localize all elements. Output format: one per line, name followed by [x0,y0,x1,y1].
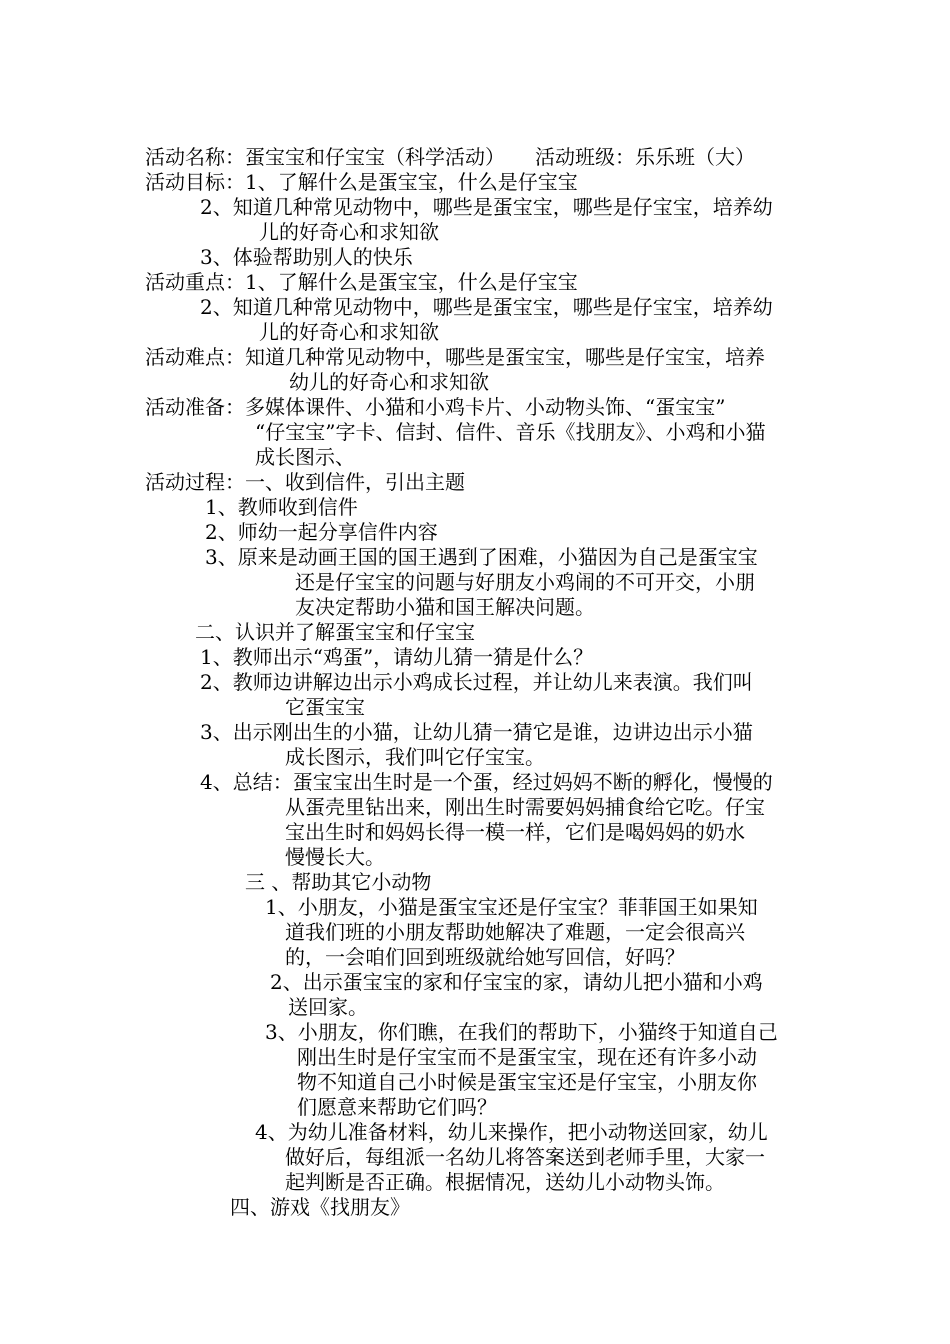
process-1-item-2: 2、师幼一起分享信件内容 [205,520,438,544]
process-2-item-3-cont: 成长图示，我们叫它仔宝宝。 [285,745,545,769]
key-point-line-2-cont: 儿的好奇心和求知欲 [259,320,439,344]
process-heading-4: 四、游戏《找朋友》 [230,1195,410,1219]
goal-line-2: 2、知道几种常见动物中，哪些是蛋宝宝，哪些是仔宝宝，培养幼 [200,195,773,219]
process-1-item-3-cont-1: 还是仔宝宝的问题与好朋友小鸡闹的不可开交，小朋 [295,570,755,594]
process-2-item-4-cont-1: 从蛋壳里钻出来，刚出生时需要妈妈捕食给它吃。仔宝 [285,795,765,819]
goal-line-2-cont: 儿的好奇心和求知欲 [259,220,439,244]
process-3-item-1: 1、小朋友，小猫是蛋宝宝还是仔宝宝？菲菲国王如果知 [265,895,758,919]
difficulty-line: 活动难点：知道几种常见动物中，哪些是蛋宝宝，哪些是仔宝宝，培养 [145,345,765,369]
key-point-line-1: 活动重点：1、了解什么是蛋宝宝，什么是仔宝宝 [145,270,578,294]
process-3-item-1-cont-1: 道我们班的小朋友帮助她解决了难题，一定会很高兴 [285,920,745,944]
process-2-item-1: 1、教师出示“鸡蛋”，请幼儿猜一猜是什么？ [200,645,594,669]
process-3-item-1-cont-2: 的，一会咱们回到班级就给她写回信，好吗？ [285,945,685,969]
process-heading-1: 活动过程：一、收到信件，引出主题 [145,470,465,494]
process-2-item-4: 4、总结：蛋宝宝出生时是一个蛋，经过妈妈不断的孵化，慢慢的 [200,770,773,794]
activity-name-line: 活动名称：蛋宝宝和仔宝宝（科学活动） 活动班级：乐乐班（大） [145,145,755,169]
process-3-item-4: 4、为幼儿准备材料，幼儿来操作，把小动物送回家，幼儿 [255,1120,768,1144]
process-3-item-2: 2、出示蛋宝宝的家和仔宝宝的家，请幼儿把小猫和小鸡 [270,970,763,994]
process-2-item-4-cont-2: 宝出生时和妈妈长得一模一样，它们是喝妈妈的奶水 [285,820,745,844]
preparation-line-cont-1: “仔宝宝”字卡、信封、信件、音乐《找朋友》、小鸡和小猫 [255,420,766,444]
process-heading-2: 二、认识并了解蛋宝宝和仔宝宝 [195,620,475,644]
process-2-item-2-cont: 它蛋宝宝 [285,695,365,719]
process-2-item-2: 2、教师边讲解边出示小鸡成长过程，并让幼儿来表演。我们叫 [200,670,753,694]
process-3-item-3-cont-3: 们愿意来帮助它们吗？ [297,1095,497,1119]
process-1-item-3-cont-2: 友决定帮助小猫和国王解决问题。 [295,595,595,619]
process-1-item-3: 3、原来是动画王国的国王遇到了困难，小猫因为自己是蛋宝宝 [205,545,758,569]
process-1-item-1: 1、教师收到信件 [205,495,358,519]
process-3-item-2-cont: 送回家。 [288,995,368,1019]
key-point-line-2: 2、知道几种常见动物中，哪些是蛋宝宝，哪些是仔宝宝，培养幼 [200,295,773,319]
process-3-item-3-cont-1: 刚出生时是仔宝宝而不是蛋宝宝，现在还有许多小动 [297,1045,757,1069]
process-2-item-3: 3、出示刚出生的小猫，让幼儿猜一猜它是谁，边讲边出示小猫 [200,720,753,744]
process-3-item-4-cont-2: 起判断是否正确。根据情况，送幼儿小动物头饰。 [285,1170,725,1194]
process-3-item-3-cont-2: 物不知道自己小时候是蛋宝宝还是仔宝宝，小朋友你 [297,1070,757,1094]
goal-line-1: 活动目标：1、了解什么是蛋宝宝，什么是仔宝宝 [145,170,578,194]
process-3-item-4-cont-1: 做好后，每组派一名幼儿将答案送到老师手里，大家一 [285,1145,765,1169]
preparation-line: 活动准备：多媒体课件、小猫和小鸡卡片、小动物头饰、“蛋宝宝” [145,395,726,419]
preparation-line-cont-2: 成长图示、 [255,445,355,469]
process-3-item-3: 3、小朋友，你们瞧，在我们的帮助下，小猫终于知道自己 [265,1020,778,1044]
process-2-item-4-cont-3: 慢慢长大。 [285,845,385,869]
difficulty-line-cont: 幼儿的好奇心和求知欲 [289,370,489,394]
goal-line-3: 3、体验帮助别人的快乐 [200,245,413,269]
process-heading-3: 三 、帮助其它小动物 [245,870,432,894]
